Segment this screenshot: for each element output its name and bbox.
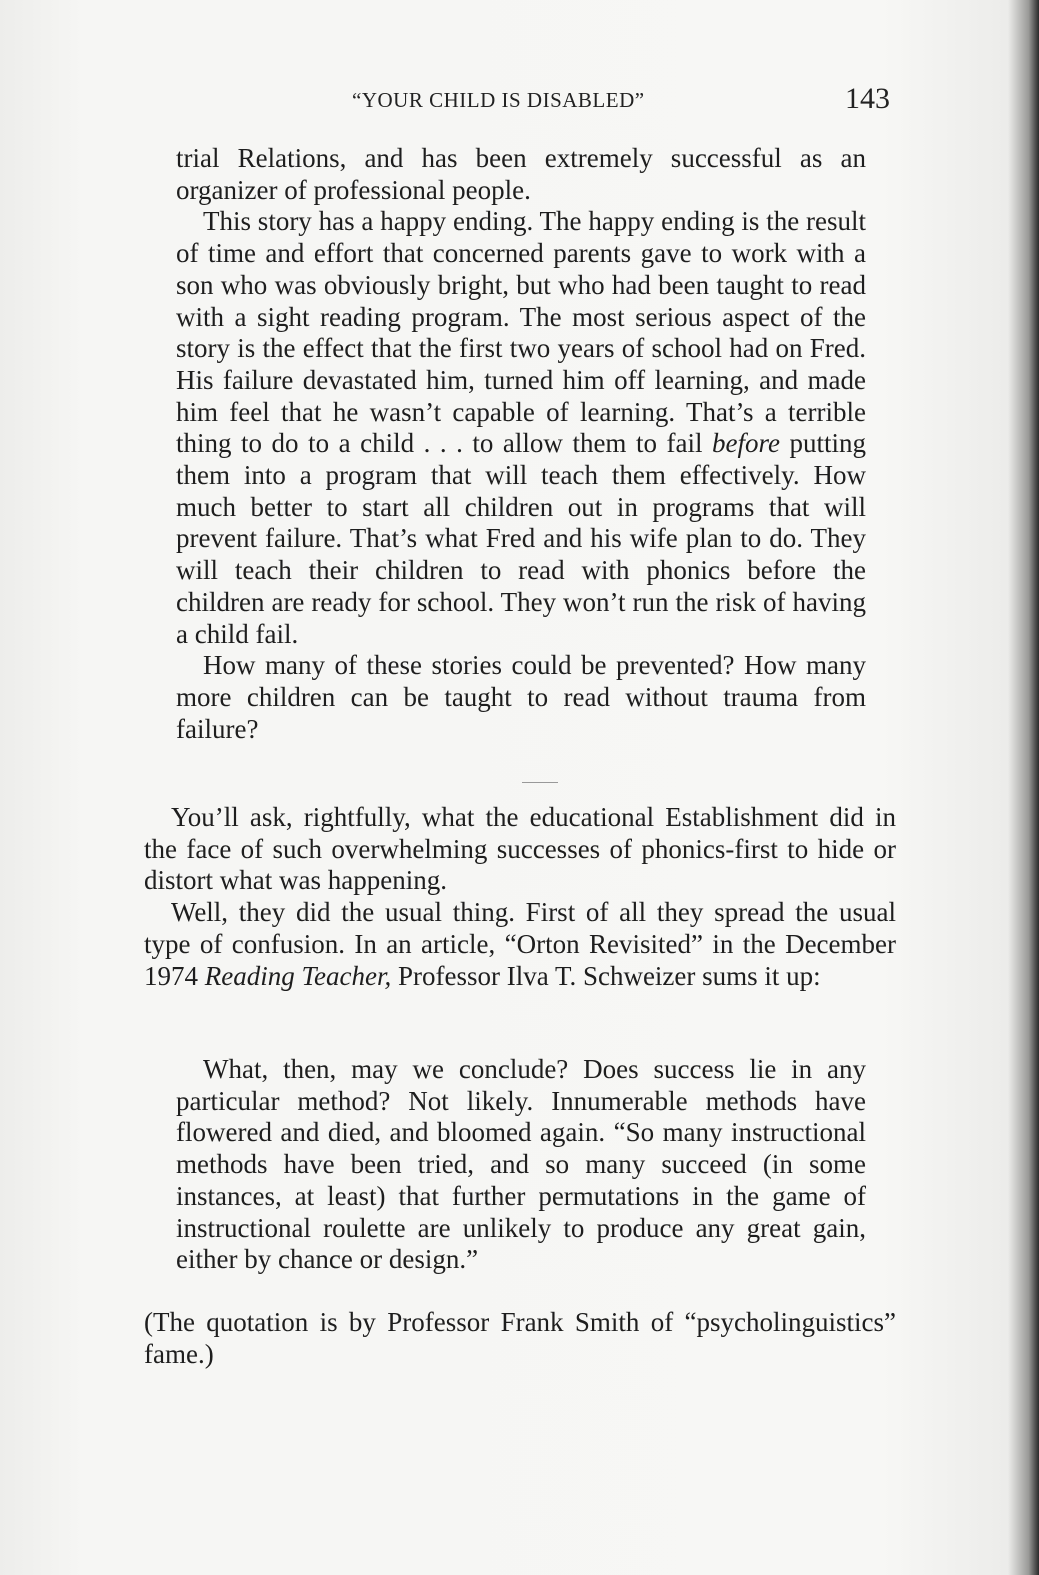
story-paragraph-2 [176,206,866,650]
page-number: 143 [845,82,890,115]
closing-text [144,1307,896,1370]
story-paragraph-2-text-a: This story has a happy ending. The happy ending is the result of time and effort that concerned parents gave to work with a son who was obviously bright, but who had been taught to read with a sight reading program. The most serious aspect of the story is the effect that the first two years of school had on Fred. His failure devastated him, turned him off learning, and made him feel that he wasn’t capable of learning. That’s a terrible thing to do to a child . . . to allow them to fail [176,206,866,459]
main-paragraph-1: You’ll ask, rightfully, what the educational Establishment did in the face of such overwhelming successes of phonics-first to hide or distort what was happening. [144,802,896,896]
block-quote [176,1054,866,1276]
main-paragraph-2-text-b: Professor Ilva T. Schweizer sums it up: [397,960,821,991]
story-paragraph-3: How many of these stories could be prevented? How many more children can be taught to read without trauma from failure? [176,650,866,744]
main-text [144,802,896,992]
section-divider [522,782,558,783]
story-paragraph-2-emphasis: before [711,428,780,459]
story-paragraph-2-text-b: putting them into a program that will teach them effectively. How much better to start all children out in programs that will prevent failure. That’s what Fred and his wife plan to do. They will teach their children to read with phonics before the children are ready for school. They won’t run the risk of having a child fail. [176,428,867,649]
quote-paragraph: What, then, may we conclude? Does success lie in any particular method? Not likely. Innumerable methods have flowered and died, and bloomed again. “So many instructional methods have been tried, and so many succeed (in some instances, at least) that further permutations in the game of instructional roulette are unlikely to produce any great gain, either by chance or design.” [176,1054,866,1275]
running-header-title: “YOUR CHILD IS DISABLED” [352,88,645,112]
journal-title: Reading Teacher, [204,960,392,991]
closing-paragraph: (The quotation is by Professor Frank Smith of “psycholinguistics” fame.) [144,1307,896,1369]
main-paragraph-2-text-a: Well, they did the usual thing. First of all they spread the usual type of confusion. In an article, “Orton Revisited” in the December 1974 [144,897,896,991]
story-continuation [176,143,866,745]
main-paragraph-2 [144,897,896,992]
story-paragraph-1: trial Relations, and has been extremely successful as an organizer of professional people. [176,143,866,205]
